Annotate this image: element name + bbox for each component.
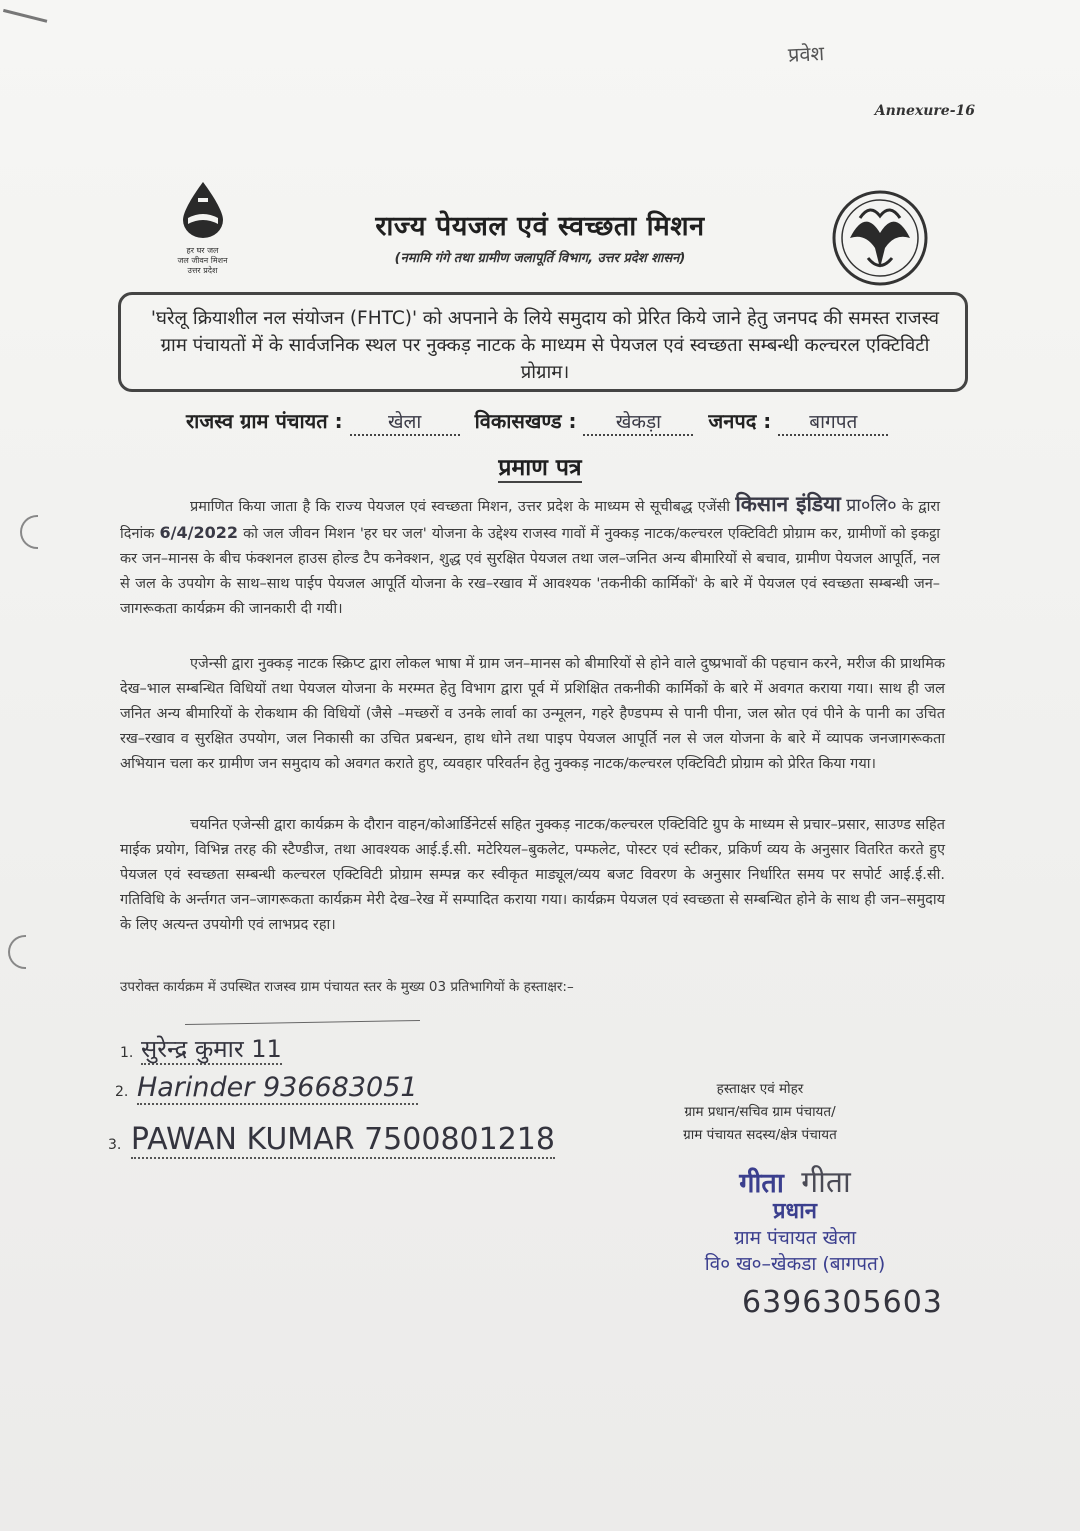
signature-stamp-caption <box>625 1078 895 1147</box>
vikaskhand-label: विकासखण्ड : <box>474 409 577 433</box>
certificate-title-text: प्रमाण पत्र <box>498 455 582 481</box>
caption-line: ग्राम पंचायत सदस्य/क्षेत्र पंचायत <box>683 1127 837 1143</box>
corner-handwritten-note: प्रवेश <box>787 41 825 67</box>
paragraph-1 <box>120 492 940 622</box>
punch-hole-mark <box>20 515 38 549</box>
certificate-title <box>0 450 1080 482</box>
seal-panchayat: ग्राम पंचायत खेला <box>733 1227 857 1249</box>
program-description-box <box>118 292 968 392</box>
p3-text: चयनित एजेन्सी द्वारा कार्यक्रम के दौरान वाहन/कोआर्डिनेटर्स सहित नुक्कड़ नाटक/कल्चरल एक्टिविटि ग्रुप के माध्यम से प्रचार–प्रसार, साउण्ड सहित माईक प्रयोग, विभिन्न तरह की स्टैण्डीज, तथा आवश्यक आई.ई.सी. मटेरियल–बुकलेट, पम्फलेट, पोस्टर एवं स्टीकर, प्रकिर्ण व्यय के अनुसार वितरित करते हुए पेयजल एवं स्वच्छता सम्बन्धी कल्चरल एक्टिविटी प्रोग्राम सम्पन्न कर स्वीकृत माड्यूल/व्यय बजट विवरण के अनुसार निर्धारित समय पर सपोर्ट आई.ई.सी. गतिविधि के अर्न्तगत जन–जागरूकता कार्यक्रम मेरी देख–रेख में सम्पादित कराया गया। कार्यक्रम पेयजल एवं स्वच्छता से सम्बन्धित होने के साथ ही जन–समुदाय के लिए अत्यन्त उपयोगी एवं लाभप्रद रहा। <box>120 817 945 933</box>
underline-stroke <box>185 1020 420 1025</box>
pradhan-seal-stamp <box>660 1165 930 1277</box>
caption-line: ग्राम प्रधान/सचिव ग्राम पंचायत/ <box>684 1104 836 1120</box>
caption-line: हस्ताक्षर एवं मोहर <box>716 1081 804 1097</box>
seal-block: वि० ख०–खेकडा (बागपत) <box>704 1253 886 1275</box>
paragraph-3 <box>120 813 945 938</box>
seal-designation: प्रधान <box>773 1199 817 1224</box>
gram-panchayat-value: खेला <box>350 408 460 436</box>
p1-text-c: को जल जीवन मिशन 'हर घर जल' योजना के उद्देश्य राजस्व गावों में नुक्कड़ नाटक/कल्चरल एक्टिविटी प्रोग्राम कर, ग्रामीणों को इकट्ठा कर जन–मानस के बीच फंक्शनल हाउस होल्ड टैप कनेक्शन, शुद्ध एवं सुरक्षित पेयजल तथा जल–जनित अन्य बीमारियों से बचाव, ग्रामीण पेयजल आपूर्ति, नल से जल के उपयोग के साथ–साथ पाईप पेयजल आपूर्ति योजना के रख–रखाव में आवश्यक 'तकनीकी कार्मिकों' के बारे में पेयजल एवं स्वच्छता सम्बन्धी जन–जागरूकता कार्यक्रम की जानकारी दी गयी। <box>120 526 941 617</box>
pradhan-name <box>660 1165 930 1200</box>
participant-signature-2 <box>115 1072 418 1103</box>
program-description-text: 'घरेलू क्रियाशील नल संयोजन (FHTC)' को अपनाने के लिये समुदाय को प्रेरित किये जाने हेतु जनपद की समस्त राजस्व ग्राम पंचायतों में के सार्वजनिक स्थल पर नुक्कड़ नाटक के माध्यम से पेयजल एवं स्वच्छता सम्बन्धी कल्चरल एक्टिविटी प्रोग्राम। <box>150 308 940 383</box>
participant-signature-text: PAWAN KUMAR 7500801218 <box>130 1122 555 1157</box>
pradhan-handwritten-signature: गीता <box>801 1165 851 1200</box>
janpad-value: बागपत <box>778 408 888 436</box>
punch-hole-mark <box>8 935 26 969</box>
participant-signature-1 <box>120 1032 282 1065</box>
janpad-label: जनपद : <box>708 409 772 433</box>
participant-number: 2. <box>115 1084 129 1100</box>
scan-edge-mark <box>0 9 47 44</box>
p1-text-b: के द्वारा दिनांक <box>120 499 941 542</box>
participant-signature-3 <box>108 1122 555 1157</box>
p1-text-a: प्रमाणित किया जाता है कि राज्य पेयजल एवं स्वच्छता मिशन, उत्तर प्रदेश के माध्यम से सूचीबद्ध एजेंसी <box>190 499 731 515</box>
participant-signature-text: सुरेन्द्र कुमार 11 <box>141 1035 282 1063</box>
agency-suffix-handwritten: प्रा०लि० <box>846 495 897 516</box>
paragraph-2 <box>120 652 945 777</box>
participant-signature-text: Harinder 936683051 <box>136 1072 418 1103</box>
location-fields-row <box>186 407 888 436</box>
seal-name: गीता <box>739 1168 784 1199</box>
participant-number: 3. <box>108 1137 122 1153</box>
program-date-handwritten: 6/4/2022 <box>159 523 238 542</box>
mission-title: राज्य पेयजल एवं स्वच्छता मिशन <box>375 211 705 242</box>
logo-tagline: हर घर जल जल जीवन मिशन उत्तर प्रदेश <box>177 246 228 275</box>
gram-panchayat-label: राजस्व ग्राम पंचायत : <box>186 409 343 433</box>
vikaskhand-value: खेकड़ा <box>583 408 693 436</box>
mission-subtitle: (नमामि गंगे तथा ग्रामीण जलापूर्ति विभाग, उत्तर प्रदेश शासन) <box>394 251 686 266</box>
p2-text: एजेन्सी द्वारा नुक्कड़ नाटक स्क्रिप्ट द्वारा लोकल भाषा में ग्राम जन–मानस को बीमारियों से होने वाले दुष्प्रभावों की पहचान करने, मरीज की प्राथमिक देख–भाल सम्बन्धित विधियों तथा पेयजल योजना के मरम्मत हेतु विभाग द्वारा पूर्व में प्रशिक्षित तकनीकी कार्मिकों के बारे में अवगत कराया गया। साथ ही जल जनित अन्य बीमारियों के रोकथाम की विधियों (जैसे –मच्छरों व उनके लार्वा का उन्मूलन, गहरे हैण्डपम्प से पानी पीना, जल स्रोत एवं पीने के पानी का उचित रख–रखाव व सुरक्षित उपयोग, जल निकासी का उचित प्रबन्धन, हाथ धोने तथा पाइप पेयजल आपूर्ति नल से जल योजना के बारे में व्यापक जनजागरूकता अभियान चला कर ग्रामीण जन समुदाय को अवगत कराते हुए, व्यवहार परिवर्तन हेतु नुक्कड़ नाटक/कल्चरल एक्टिविटी प्रोग्राम को प्रेरित किया गया। <box>120 656 945 772</box>
participants-intro: उपरोक्त कार्यक्रम में उपस्थित राजस्व ग्राम पंचायत स्तर के मुख्य 03 प्रतिभागियों के हस्ताक्षर:– <box>120 979 574 995</box>
annexure-label: Annexure-16 <box>874 103 975 119</box>
agency-name-handwritten: किसान इंडिया <box>735 492 841 516</box>
participant-number: 1. <box>120 1045 134 1061</box>
pradhan-phone-number: 6396305603 <box>742 1285 943 1320</box>
